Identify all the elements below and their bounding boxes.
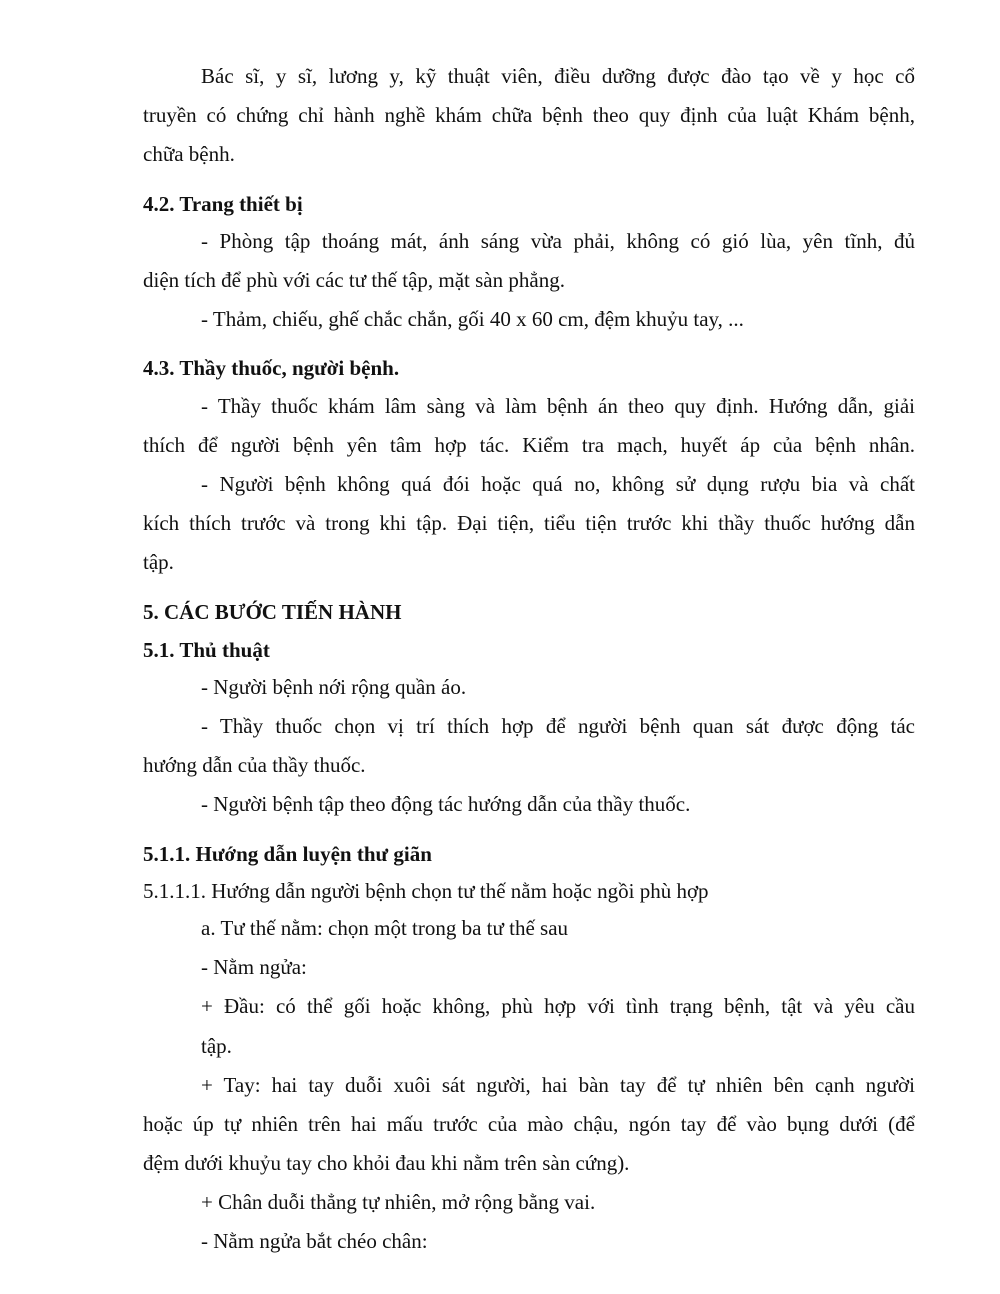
paragraph-line: - Thảm, chiếu, ghế chắc chắn, gối 40 x 60 cm, đệm khuỷu tay, ...: [201, 307, 744, 331]
paragraph-line: tập.: [143, 550, 174, 574]
paragraph-line: diện tích để phù với các tư thế tập, mặt sàn phẳng.: [143, 268, 565, 292]
paragraph-line: 5.1.1.1. Hướng dẫn người bệnh chọn tư thế nằm hoặc ngồi phù hợp: [143, 879, 709, 903]
paragraph-line: - Người bệnh không quá đói hoặc quá no, không sử dụng rượu bia và chất: [201, 472, 915, 496]
section-heading: 4.3. Thầy thuốc, người bệnh.: [143, 356, 400, 380]
paragraph-line: kích thích trước và trong khi tập. Đại tiện, tiểu tiện trước khi thầy thuốc hướng dẫn: [143, 511, 915, 535]
paragraph-line: - Thầy thuốc chọn vị trí thích hợp để người bệnh quan sát được động tác: [201, 714, 915, 738]
paragraph-line: Bác sĩ, y sĩ, lương y, kỹ thuật viên, điều dưỡng được đào tạo về y học cổ: [201, 64, 915, 88]
paragraph-line: - Nằm ngửa bắt chéo chân:: [201, 1229, 428, 1253]
paragraph-line: a. Tư thế nằm: chọn một trong ba tư thế sau: [201, 916, 569, 940]
paragraph-line: hoặc úp tự nhiên trên hai mấu trước của mào chậu, ngón tay để vào bụng dưới (để: [143, 1112, 915, 1136]
paragraph-line: - Nằm ngửa:: [201, 955, 307, 979]
paragraph-line: truyền có chứng chỉ hành nghề khám chữa bệnh theo quy định của luật Khám bệnh,: [143, 103, 915, 127]
paragraph-line: chữa bệnh.: [143, 142, 235, 166]
section-heading: 5.1.1. Hướng dẫn luyện thư giãn: [143, 842, 432, 866]
paragraph-line: + Đầu: có thể gối hoặc không, phù hợp với tình trạng bệnh, tật và yêu cầu: [201, 994, 915, 1018]
paragraph-line: đệm dưới khuỷu tay cho khỏi đau khi nằm trên sàn cứng).: [143, 1151, 630, 1175]
paragraph-line: + Tay: hai tay duỗi xuôi sát người, hai bàn tay để tự nhiên bên cạnh người: [201, 1073, 915, 1097]
paragraph-line: - Người bệnh tập theo động tác hướng dẫn của thầy thuốc.: [201, 792, 691, 816]
paragraph-line: - Thầy thuốc khám lâm sàng và làm bệnh án theo quy định. Hướng dẫn, giải: [201, 394, 915, 418]
section-heading: 4.2. Trang thiết bị: [143, 192, 303, 216]
paragraph-line: tập.: [201, 1034, 232, 1058]
chapter-heading: 5. CÁC BƯỚC TIẾN HÀNH: [143, 600, 402, 624]
section-heading: 5.1. Thủ thuật: [143, 638, 270, 662]
paragraph-line: hướng dẫn của thầy thuốc.: [143, 753, 366, 777]
paragraph-line: - Phòng tập thoáng mát, ánh sáng vừa phải, không có gió lùa, yên tĩnh, đủ: [201, 229, 915, 253]
paragraph-line: - Người bệnh nới rộng quần áo.: [201, 675, 467, 699]
paragraph-line: thích để người bệnh yên tâm hợp tác. Kiểm tra mạch, huyết áp của bệnh nhân.: [143, 433, 915, 457]
paragraph-line: + Chân duỗi thẳng tự nhiên, mở rộng bằng vai.: [201, 1190, 596, 1214]
